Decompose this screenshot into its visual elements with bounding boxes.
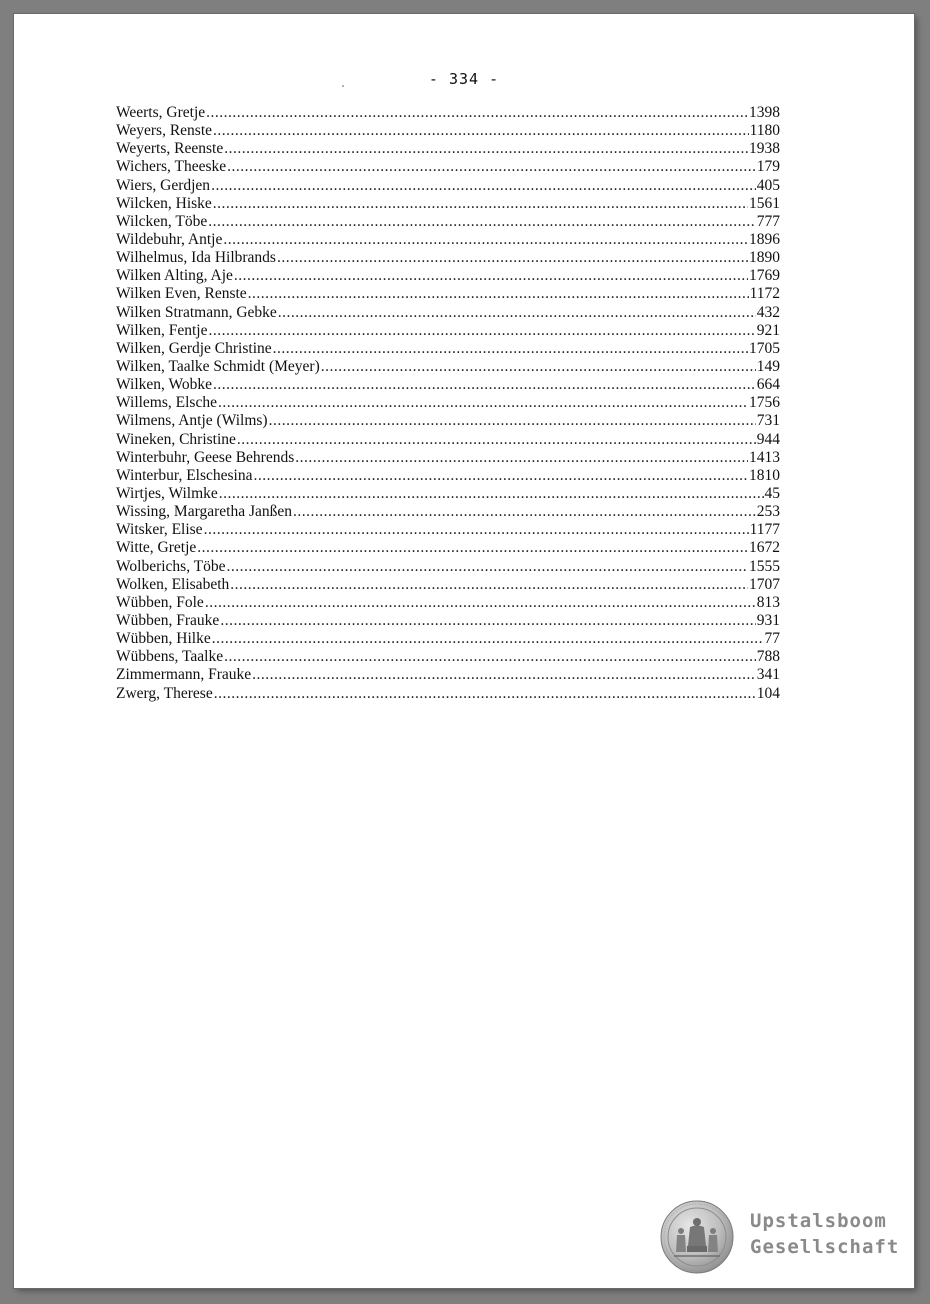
index-entry xyxy=(116,449,780,467)
page-number: - 334 - xyxy=(428,70,500,88)
dot-leader xyxy=(212,630,764,648)
entry-name: Wilken, Wobke xyxy=(116,376,212,394)
entry-name: Wilken, Fentje xyxy=(116,321,208,339)
entry-page-number: 1177 xyxy=(749,521,780,539)
entry-name: Witsker, Elise xyxy=(116,521,203,539)
dot-leader xyxy=(213,122,749,140)
entry-name: Wübben, Hilke xyxy=(116,630,211,648)
dot-leader xyxy=(223,231,748,249)
index-entry xyxy=(116,213,780,231)
entry-name: Wilmens, Antje (Wilms) xyxy=(116,412,268,430)
entry-page-number: 45 xyxy=(764,484,780,502)
entry-page-number: 149 xyxy=(756,357,780,375)
entry-name: Wilcken, Töbe xyxy=(116,212,208,230)
entry-page-number: 1555 xyxy=(749,557,780,575)
index-entry xyxy=(116,431,780,449)
index-entry xyxy=(116,358,780,376)
entry-name: Wolken, Elisabeth xyxy=(116,575,230,593)
dot-leader xyxy=(227,558,748,576)
entry-name: Weyers, Renste xyxy=(116,122,213,140)
entry-name: Wilken, Taalke Schmidt (Meyer) xyxy=(116,357,320,375)
index-entry xyxy=(116,394,780,412)
entry-name: Wilken Alting, Aje xyxy=(116,267,233,285)
index-entry xyxy=(116,195,780,213)
dot-leader xyxy=(252,666,756,684)
dot-leader xyxy=(209,322,756,340)
entry-name: Wilken Even, Renste xyxy=(116,285,247,303)
dot-leader xyxy=(213,376,756,394)
entry-page-number: 179 xyxy=(756,158,780,176)
entry-page-number: 944 xyxy=(756,430,780,448)
index-entry xyxy=(116,285,780,303)
entry-page-number: 432 xyxy=(756,303,780,321)
dot-leader xyxy=(219,485,764,503)
dot-leader xyxy=(218,394,748,412)
index-entry xyxy=(116,503,780,521)
entry-page-number: 777 xyxy=(756,212,780,230)
index-entry xyxy=(116,666,780,684)
index-entry xyxy=(116,267,780,285)
entry-name: Winterbur, Elschesina xyxy=(116,466,253,484)
dot-leader xyxy=(254,467,749,485)
dot-leader xyxy=(208,213,756,231)
index-entry xyxy=(116,521,780,539)
dot-leader xyxy=(197,539,748,557)
entry-page-number: 1180 xyxy=(749,122,780,140)
dot-leader xyxy=(213,195,748,213)
society-name xyxy=(750,1208,899,1260)
entry-name: Wissing, Margaretha Janßen xyxy=(116,503,293,521)
dot-leader xyxy=(248,285,749,303)
dot-leader xyxy=(204,521,749,539)
dot-leader xyxy=(293,503,756,521)
entry-page-number: 1707 xyxy=(749,575,780,593)
entry-page-number: 405 xyxy=(756,176,780,194)
entry-page-number: 921 xyxy=(756,321,780,339)
entry-page-number: 1413 xyxy=(749,448,780,466)
index-entry xyxy=(116,158,780,176)
index-entry xyxy=(116,539,780,557)
society-name-line-2: Gesellschaft xyxy=(750,1236,900,1258)
entry-name: Wildebuhr, Antje xyxy=(116,230,223,248)
dot-leader xyxy=(321,358,756,376)
entry-name: Wilhelmus, Ida Hilbrands xyxy=(116,249,276,267)
entry-page-number: 664 xyxy=(756,376,780,394)
dot-leader xyxy=(227,158,756,176)
entry-page-number: 1938 xyxy=(749,140,780,158)
entry-page-number: 731 xyxy=(756,412,780,430)
entry-name: Weerts, Gretje xyxy=(116,104,206,121)
index-entry xyxy=(116,594,780,612)
dot-leader xyxy=(230,576,748,594)
entry-page-number: 253 xyxy=(756,503,780,521)
entry-name: Wirtjes, Wilmke xyxy=(116,484,218,502)
entry-name: Wilken, Gerdje Christine xyxy=(116,339,272,357)
dot-leader xyxy=(205,594,756,612)
dot-leader xyxy=(220,612,755,630)
entry-page-number: 1172 xyxy=(749,285,780,303)
entry-name: Wübbens, Taalke xyxy=(116,648,224,666)
index-entry xyxy=(116,412,780,430)
dot-leader xyxy=(234,267,748,285)
dot-leader xyxy=(277,249,748,267)
society-watermark xyxy=(660,1200,910,1276)
entry-name: Zwerg, Therese xyxy=(116,684,213,702)
index-entry xyxy=(116,485,780,503)
index-entry xyxy=(116,612,780,630)
entry-name: Winterbuhr, Geese Behrends xyxy=(116,448,295,466)
index-entry xyxy=(116,249,780,267)
entry-page-number: 1705 xyxy=(749,339,780,357)
entry-page-number: 1896 xyxy=(749,230,780,248)
entry-name: Wiers, Gerdjen xyxy=(116,176,211,194)
index-entry xyxy=(116,177,780,195)
dot-leader xyxy=(214,685,756,703)
entry-name: Wineken, Christine xyxy=(116,430,236,448)
entry-page-number: 1398 xyxy=(749,104,780,121)
entry-name: Witte, Gretje xyxy=(116,539,197,557)
dot-leader xyxy=(269,412,756,430)
entry-page-number: 341 xyxy=(756,666,780,684)
entry-name: Zimmermann, Frauke xyxy=(116,666,252,684)
index-entry xyxy=(116,231,780,249)
index-entry xyxy=(116,140,780,158)
entry-name: Weyerts, Reenste xyxy=(116,140,224,158)
entry-page-number: 1672 xyxy=(749,539,780,557)
dot-leader xyxy=(237,431,756,449)
dot-leader xyxy=(273,340,748,358)
index-entry xyxy=(116,104,780,122)
dot-leader xyxy=(206,104,748,122)
scan-speck xyxy=(342,85,344,87)
entry-page-number: 1561 xyxy=(749,194,780,212)
entry-name: Wübben, Frauke xyxy=(116,611,220,629)
index-entry xyxy=(116,304,780,322)
index-entry xyxy=(116,630,780,648)
dot-leader xyxy=(224,140,748,158)
index-entry xyxy=(116,648,780,666)
entry-page-number: 788 xyxy=(756,648,780,666)
entry-page-number: 931 xyxy=(756,611,780,629)
index-entry xyxy=(116,340,780,358)
entry-page-number: 1769 xyxy=(749,267,780,285)
society-name-line-1: Upstalsboom xyxy=(750,1210,887,1232)
entry-page-number: 1890 xyxy=(749,249,780,267)
entry-page-number: 104 xyxy=(756,684,780,702)
index-entry xyxy=(116,467,780,485)
dot-leader xyxy=(295,449,748,467)
society-seal-icon xyxy=(660,1200,734,1274)
document-page xyxy=(14,14,914,1288)
entry-page-number: 77 xyxy=(764,630,780,648)
entry-name: Wilken Stratmann, Gebke xyxy=(116,303,277,321)
index-entry xyxy=(116,685,780,703)
entry-name: Wübben, Fole xyxy=(116,593,204,611)
dot-leader xyxy=(211,177,756,195)
index-entry xyxy=(116,376,780,394)
name-index-list xyxy=(116,104,780,703)
entry-name: Wolberichs, Töbe xyxy=(116,557,226,575)
entry-page-number: 1756 xyxy=(749,394,780,412)
entry-page-number: 813 xyxy=(756,593,780,611)
entry-page-number: 1810 xyxy=(749,466,780,484)
dot-leader xyxy=(224,648,756,666)
index-entry xyxy=(116,576,780,594)
index-entry xyxy=(116,322,780,340)
index-entry xyxy=(116,122,780,140)
dot-leader xyxy=(278,304,756,322)
entry-name: Wilcken, Hiske xyxy=(116,194,212,212)
entry-name: Wichers, Theeske xyxy=(116,158,227,176)
index-entry xyxy=(116,558,780,576)
entry-name: Willems, Elsche xyxy=(116,394,217,412)
